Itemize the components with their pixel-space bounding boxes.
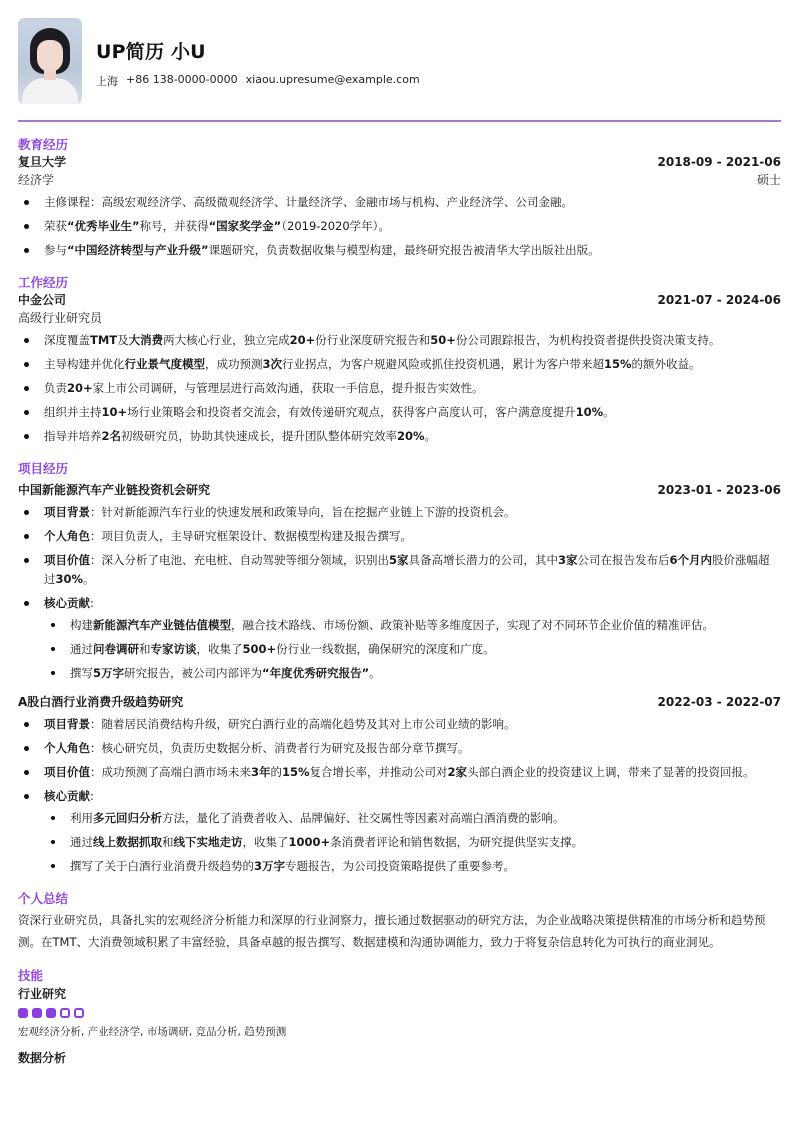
list-item: [18, 739, 781, 758]
emphasis-text: 15%: [604, 357, 632, 371]
skill-item: [18, 985, 781, 1040]
text-run: 指导并培养: [44, 429, 102, 443]
core-contribution-list: [44, 809, 781, 876]
section-title: 技能: [18, 968, 44, 983]
school-name: 复旦大学: [18, 155, 67, 169]
text-run: 荣获: [44, 219, 67, 233]
education-section: [18, 136, 781, 260]
core-label: 核心贡献: [44, 596, 90, 610]
education-bullets: [18, 193, 781, 260]
summary-section: [18, 890, 781, 953]
text-run: 两大核心行业，独立完成: [163, 333, 290, 347]
emphasis-text: 6个月内: [669, 553, 713, 567]
text-run: ：深入分析了电池、充电桩、自动驾驶等细分领域，识别出: [90, 553, 389, 567]
list-item: [18, 355, 781, 374]
text-run: ：项目负责人，主导研究框架设计、数据模型构建及报告撰写。: [90, 529, 412, 543]
skill-name: 行业研究: [18, 987, 67, 1001]
text-run: 负责: [44, 381, 67, 395]
text-run: 参与: [44, 243, 67, 257]
text-run: 份行业一线数据，确保研究的深度和广度。: [276, 642, 495, 656]
emphasis-text: 项目背景: [44, 505, 90, 519]
list-item: [44, 664, 781, 683]
photo-body: [22, 78, 78, 104]
skill-level-dots: [18, 1008, 781, 1018]
skill-tags: 宏观经济分析, 产业经济学, 市场调研, 竞品分析, 趋势预测: [18, 1026, 287, 1038]
summary-text: 资深行业研究员，具备扎实的宏观经济分析能力和深厚的行业洞察力，擅长通过数据驱动的研究方法，为企业战略决策提供精准的市场分析和趋势预测。在TMT、大消费领域积累了丰富经验，具备卓越的报告撰写、数据建模和沟通协调能力，致力于将复杂信息转化为可执行的商业洞见。: [18, 913, 766, 949]
list-item: [18, 503, 781, 522]
emphasis-text: 多元回归分析: [93, 811, 162, 825]
text-run: 行业拐点，为客户规避风险或抓住投资机遇，累计为客户带来超: [282, 357, 605, 371]
list-item: [18, 193, 781, 212]
skill-item: [18, 1049, 781, 1067]
list-item: [44, 809, 781, 828]
list-item: [18, 217, 781, 236]
emphasis-text: 专家访谈: [150, 642, 197, 656]
projects-section: [18, 460, 781, 876]
text-run: 。: [424, 429, 437, 443]
project-row: [18, 693, 781, 711]
emphasis-text: 大消费: [128, 333, 164, 347]
emphasis-text: 15%: [282, 765, 310, 779]
text-run: ：核心研究员，负责历史数据分析、消费者行为研究及报告部分章节撰写。: [90, 741, 470, 755]
project-name: 中国新能源汽车产业链投资机会研究: [18, 483, 211, 497]
filled-dot-icon: [18, 1008, 28, 1018]
colon: :: [90, 596, 94, 610]
text-run: 份公司跟踪报告，为机构投资者提供投资决策支持。: [455, 333, 721, 347]
profile-photo: [18, 18, 82, 104]
text-run: 通过: [70, 642, 93, 656]
core-contribution-item: [18, 594, 781, 683]
text-run: 的: [270, 765, 283, 779]
emphasis-text: 5万字: [93, 666, 125, 680]
resume-page: [18, 18, 781, 1067]
project-name: A股白酒行业消费升级趋势研究: [18, 695, 184, 709]
text-run: 撰写: [70, 666, 93, 680]
text-run: 复合增长率，并推动公司对: [309, 765, 448, 779]
list-item: [18, 241, 781, 260]
project-bullets: [18, 715, 781, 876]
text-run: ，收集了: [196, 642, 243, 656]
core-label: 核心贡献: [44, 789, 90, 803]
text-run: （2019-2020学年）。: [281, 219, 390, 233]
text-run: 。: [603, 405, 615, 419]
project-date: 2022-03 - 2022-07: [657, 695, 781, 709]
emphasis-text: 10+: [101, 405, 128, 419]
work-date: 2021-07 - 2024-06: [657, 293, 781, 307]
text-run: 公司在报告发布后: [577, 553, 670, 567]
text-run: ：成功预测了高端白酒市场未来: [90, 765, 251, 779]
emphasis-text: 30%: [55, 572, 84, 586]
text-run: 组织并主持: [44, 405, 102, 419]
emphasis-text: “中国经济转型与产业升级”: [67, 243, 209, 257]
project-date: 2023-01 - 2023-06: [657, 483, 781, 497]
text-run: 份行业深度研究报告和: [315, 333, 431, 347]
emphasis-text: 问卷调研: [93, 642, 139, 656]
text-run: 场行业策略会和投资者交流会，有效传递研究观点，获得客户高度认可，客户满意度提升: [127, 405, 576, 419]
list-item: [18, 379, 781, 398]
emphasis-text: 3年: [251, 765, 271, 779]
photo-face: [37, 40, 63, 72]
emphasis-text: 50+: [430, 333, 456, 347]
text-run: 。: [369, 666, 381, 680]
emphasis-text: 5家: [389, 553, 409, 567]
work-row: [18, 291, 781, 309]
emphasis-text: 项目价值: [44, 553, 90, 567]
text-run: 具备高增长潜力的公司，其中: [408, 553, 559, 567]
text-run: 研究报告，被公司内部评为: [124, 666, 263, 680]
list-item: [18, 331, 781, 350]
text-run: 家上市公司调研，与管理层进行高效沟通，获取一手信息，提升报告实效性。: [92, 381, 484, 395]
skills-section: [18, 967, 781, 1067]
text-run: 方法，量化了消费者收入、品牌偏好、社交属性等因素对高端白酒消费的影响。: [162, 811, 565, 825]
education-date: 2018-09 - 2021-06: [657, 155, 781, 169]
email: xiaou.upresume@example.com: [245, 73, 420, 86]
degree: 硕士: [756, 173, 781, 187]
text-run: 及: [117, 333, 129, 347]
text-run: 构建: [70, 618, 93, 632]
emphasis-text: 10%: [575, 405, 604, 419]
text-run: ，融合技术路线、市场份额、政策补贴等多维度因子，实现了对不同环节企业价值的精准评估。: [231, 618, 714, 632]
text-run: 深度覆盖: [44, 333, 90, 347]
text-run: 股价涨幅超过: [44, 553, 770, 586]
emphasis-text: 20+: [289, 333, 316, 347]
emphasis-text: “年度优秀研究报告”: [262, 666, 370, 680]
list-item: [18, 763, 781, 782]
list-item: [44, 616, 781, 635]
text-run: ，收集了: [242, 835, 289, 849]
project-row: [18, 481, 781, 499]
filled-dot-icon: [46, 1008, 56, 1018]
emphasis-text: 新能源汽车产业链估值模型: [93, 618, 231, 632]
list-item: [44, 833, 781, 852]
emphasis-text: “优秀毕业生”: [67, 219, 140, 233]
text-run: 和: [139, 642, 151, 656]
emphasis-text: 个人角色: [44, 529, 90, 543]
text-run: 课题研究，负责数据收集与模型构建，最终研究报告被清华大学出版社出版。: [208, 243, 600, 257]
list-item: [18, 527, 781, 546]
section-title: 教育经历: [18, 137, 69, 152]
text-run: 初级研究员，协助其快速成长，提升团队整体研究效率: [121, 429, 398, 443]
header-divider: [18, 120, 781, 122]
location: 上海: [96, 75, 118, 88]
section-title: 个人总结: [18, 891, 69, 906]
list-item: [44, 640, 781, 659]
major: 经济学: [18, 173, 55, 187]
text-run: 的额外收益。: [631, 357, 701, 371]
emphasis-text: 2家: [447, 765, 468, 779]
emphasis-text: 20%: [397, 429, 425, 443]
emphasis-text: 3万字: [254, 859, 286, 873]
empty-dot-icon: [60, 1008, 70, 1018]
emphasis-text: 1000+: [288, 835, 331, 849]
emphasis-text: “国家奖学金”: [208, 219, 282, 233]
text-run: 主修课程：高级宏观经济学、高级微观经济学、计量经济学、金融市场与机构、产业经济学、公司金融。: [44, 195, 573, 209]
contact-line: [96, 73, 420, 89]
text-run: 称号，并获得: [139, 219, 209, 233]
list-item: [18, 427, 781, 446]
text-run: 和: [162, 835, 174, 849]
job-role: 高级行业研究员: [18, 311, 103, 325]
emphasis-text: 20+: [67, 381, 93, 395]
emphasis-text: 500+: [242, 642, 277, 656]
emphasis-text: 3次: [262, 357, 283, 371]
emphasis-text: 2名: [101, 429, 122, 443]
emphasis-text: 3家: [558, 553, 578, 567]
section-title: 项目经历: [18, 461, 69, 476]
text-run: ：针对新能源汽车行业的快速发展和政策导向，旨在挖掘产业链上下游的投资机会。: [90, 505, 516, 519]
list-item: [18, 551, 781, 589]
project-item: [18, 481, 781, 683]
text-run: ：随着居民消费结构升级，研究白酒行业的高端化趋势及其对上市公司业绩的影响。: [90, 717, 516, 731]
core-contribution-item: [18, 787, 781, 876]
skill-name: 数据分析: [18, 1051, 67, 1065]
emphasis-text: 项目背景: [44, 717, 90, 731]
emphasis-text: 项目价值: [44, 765, 90, 779]
work-section: [18, 274, 781, 446]
text-run: 专题报告，为公司投资策略提供了重要参考。: [285, 859, 516, 873]
education-sub-row: [18, 171, 781, 189]
filled-dot-icon: [32, 1008, 42, 1018]
education-row: [18, 153, 781, 171]
text-run: 主导构建并优化: [44, 357, 125, 371]
candidate-name: UP简历 小U: [96, 41, 206, 63]
text-run: 头部白酒企业的投资建议上调，带来了显著的投资回报。: [467, 765, 755, 779]
list-item: [44, 857, 781, 876]
emphasis-text: TMT: [90, 333, 118, 347]
resume-header: [18, 18, 781, 104]
project-item: [18, 693, 781, 876]
section-title: 工作经历: [18, 275, 69, 290]
work-bullets: [18, 331, 781, 446]
emphasis-text: 行业景气度模型: [124, 357, 205, 371]
emphasis-text: 线下实地走访: [173, 835, 243, 849]
emphasis-text: 个人角色: [44, 741, 90, 755]
text-run: 利用: [70, 811, 93, 825]
text-run: 条消费者评论和销售数据，为研究提供坚实支撑。: [330, 835, 584, 849]
text-run: 撰写了关于白酒行业消费升级趋势的: [70, 859, 254, 873]
empty-dot-icon: [74, 1008, 84, 1018]
text-run: ，成功预测: [205, 357, 263, 371]
project-bullets: [18, 503, 781, 683]
core-contribution-list: [44, 616, 781, 683]
text-run: 。: [83, 572, 95, 586]
header-info: [96, 33, 420, 89]
text-run: 通过: [70, 835, 93, 849]
list-item: [18, 403, 781, 422]
company-name: 中金公司: [18, 293, 67, 307]
list-item: [18, 715, 781, 734]
emphasis-text: 线上数据抓取: [93, 835, 162, 849]
colon: :: [90, 789, 94, 803]
phone: +86 138-0000-0000: [126, 73, 238, 86]
